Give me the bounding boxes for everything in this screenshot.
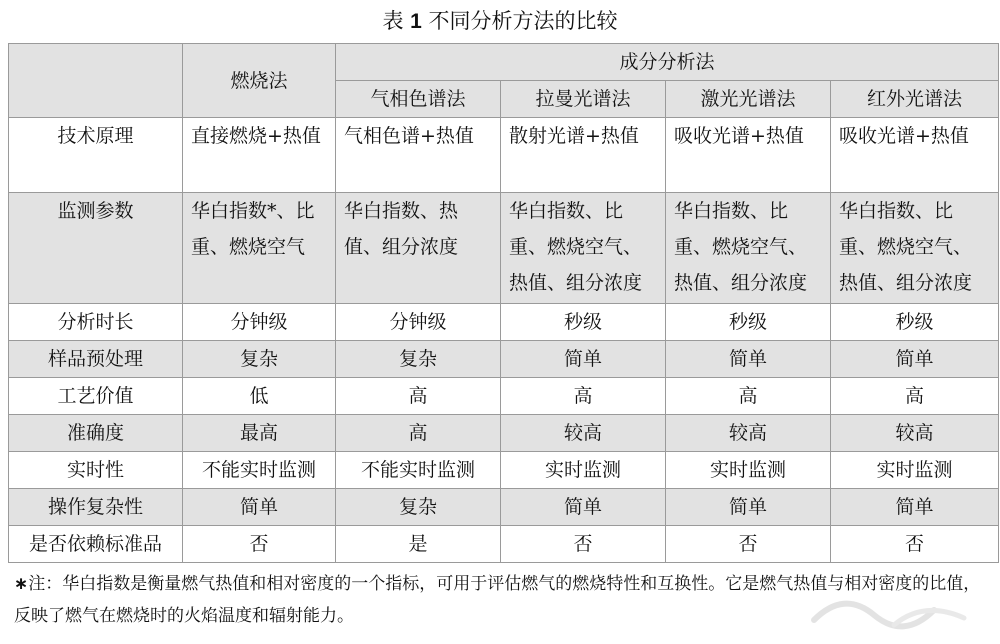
header-method-laser: 激光光谱法	[666, 81, 831, 118]
table-cell: 简单	[666, 341, 831, 378]
table-cell: 简单	[183, 489, 336, 526]
row-label: 是否依赖标准品	[9, 526, 183, 563]
table-cell: 华白指数*、比重、燃烧空气	[183, 193, 336, 304]
table-cell: 较高	[501, 415, 666, 452]
table-cell: 气相色谱+热值	[336, 118, 501, 193]
table-cell: 简单	[501, 489, 666, 526]
row-accuracy	[9, 415, 999, 452]
table-title	[0, 6, 1000, 37]
table-cell: 分钟级	[183, 304, 336, 341]
table-cell: 高	[336, 415, 501, 452]
row-parameters	[9, 193, 999, 304]
table-cell: 散射光谱+热值	[501, 118, 666, 193]
table-cell: 简单	[666, 489, 831, 526]
table-cell: 华白指数、比重、燃烧空气、热值、组分浓度	[501, 193, 666, 304]
table-cell: 简单	[831, 341, 999, 378]
table-cell: 简单	[501, 341, 666, 378]
table-cell: 复杂	[336, 489, 501, 526]
table-cell: 复杂	[336, 341, 501, 378]
table-cell: 否	[666, 526, 831, 563]
row-label: 分析时长	[9, 304, 183, 341]
watermark-logo	[794, 580, 994, 640]
row-principle	[9, 118, 999, 193]
row-label: 实时性	[9, 452, 183, 489]
table-cell: 最高	[183, 415, 336, 452]
row-pretreatment	[9, 341, 999, 378]
table-cell: 华白指数、比重、燃烧空气、热值、组分浓度	[666, 193, 831, 304]
table-cell: 是	[336, 526, 501, 563]
row-label: 操作复杂性	[9, 489, 183, 526]
table-title-number: 1	[410, 10, 422, 33]
table-cell: 秒级	[666, 304, 831, 341]
table-cell: 直接燃烧+热值	[183, 118, 336, 193]
table-cell: 较高	[831, 415, 999, 452]
table-cell: 高	[501, 378, 666, 415]
row-process-value	[9, 378, 999, 415]
header-method-gc: 气相色谱法	[336, 81, 501, 118]
row-label: 工艺价值	[9, 378, 183, 415]
table-cell: 分钟级	[336, 304, 501, 341]
table-cell: 吸收光谱+热值	[666, 118, 831, 193]
row-realtime	[9, 452, 999, 489]
table-cell: 吸收光谱+热值	[831, 118, 999, 193]
table-cell: 高	[336, 378, 501, 415]
table-cell: 秒级	[831, 304, 999, 341]
table-cell: 高	[666, 378, 831, 415]
table-title-text: 不同分析方法的比较	[428, 9, 618, 33]
table-cell: 秒级	[501, 304, 666, 341]
header-corner-cell	[9, 44, 183, 118]
row-duration	[9, 304, 999, 341]
table-cell: 华白指数、热值、组分浓度	[336, 193, 501, 304]
comparison-table	[8, 43, 999, 563]
table-cell: 实时监测	[831, 452, 999, 489]
table-cell: 低	[183, 378, 336, 415]
table-cell: 实时监测	[501, 452, 666, 489]
footnote-text: 注：华白指数是衡量燃气热值和相对密度的一个指标，可用于评估燃气的燃烧特性和互换性。它是燃气热值与相对密度的比值，反映了燃气在燃烧时的火焰温度和辐射能力。	[14, 574, 981, 626]
table-cell: 否	[183, 526, 336, 563]
table-title-prefix: 表	[382, 9, 404, 33]
row-label: 样品预处理	[9, 341, 183, 378]
table-cell: 不能实时监测	[183, 452, 336, 489]
table-cell: 实时监测	[666, 452, 831, 489]
header-method-raman: 拉曼光谱法	[501, 81, 666, 118]
header-row-1	[9, 44, 999, 81]
footnote-marker: ∗	[14, 574, 29, 594]
table-cell: 否	[831, 526, 999, 563]
row-complexity	[9, 489, 999, 526]
table-cell: 华白指数、比重、燃烧空气、热值、组分浓度	[831, 193, 999, 304]
row-label: 准确度	[9, 415, 183, 452]
table-cell: 否	[501, 526, 666, 563]
header-composition-group: 成分分析法	[336, 44, 999, 81]
table-cell: 简单	[831, 489, 999, 526]
table-cell: 复杂	[183, 341, 336, 378]
table-cell: 不能实时监测	[336, 452, 501, 489]
header-method-infrared: 红外光谱法	[831, 81, 999, 118]
row-standard-dependency	[9, 526, 999, 563]
row-label: 监测参数	[9, 193, 183, 304]
header-combustion: 燃烧法	[183, 44, 336, 118]
row-label: 技术原理	[9, 118, 183, 193]
table-cell: 较高	[666, 415, 831, 452]
table-cell: 高	[831, 378, 999, 415]
